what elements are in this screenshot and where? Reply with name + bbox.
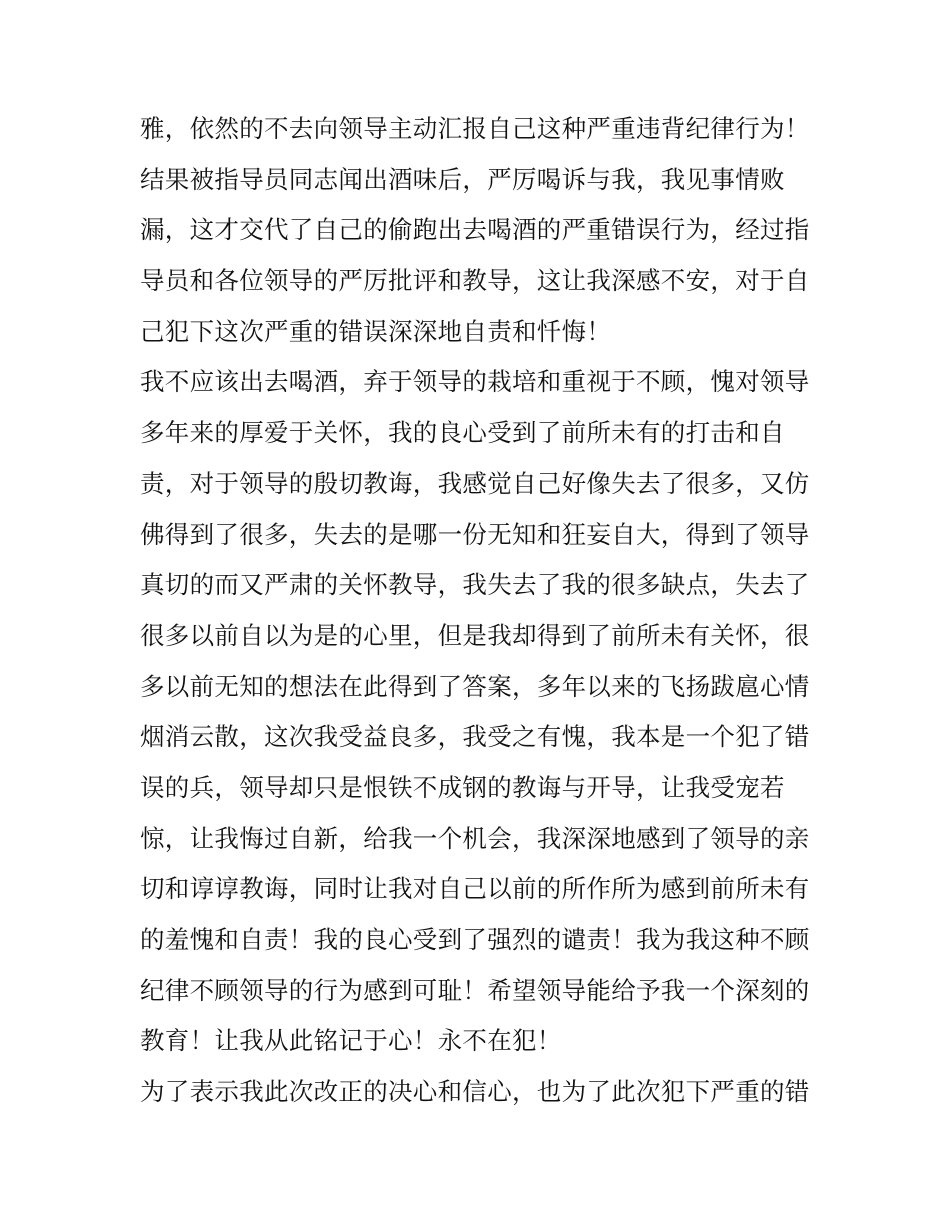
text-line: 己犯下这次严重的错误深深地自责和忏悔！: [140, 316, 612, 346]
text-line: 雅，依然的不去向领导主动汇报自己这种严重违背纪律行为！: [140, 114, 810, 143]
text-line: 惊，让我悔过自新，给我一个机会，我深深地感到了领导的亲: [140, 823, 810, 853]
text-line: 切和谆谆教诲，同时让我对自己以前的所作所为感到前所未有: [140, 874, 810, 904]
text-line: 结果被指导员同志闻出酒味后，严厉喝诉与我，我见事情败: [140, 164, 785, 194]
text-line: 误的兵，领导却只是恨铁不成钢的教诲与开导，让我受宠若: [140, 772, 785, 802]
text-line: 多以前无知的想法在此得到了答案，多年以来的飞扬跋扈心情: [140, 671, 810, 701]
text-line: 为了表示我此次改正的决心和信心，也为了此次犯下严重的错: [140, 1077, 810, 1107]
text-line: 漏，这才交代了自己的偷跑出去喝酒的严重错误行为，经过指: [140, 215, 810, 245]
text-line: 教育！让我从此铭记于心！永不在犯！: [140, 1026, 562, 1056]
text-line: 责，对于领导的殷切教诲，我感觉自己好像失去了很多，又仿: [140, 468, 810, 498]
text-line: 烟消云散，这次我受益良多，我受之有愧，我本是一个犯了错: [140, 722, 810, 752]
text-line: 我不应该出去喝酒，弃于领导的栽培和重视于不顾，愧对领导: [140, 367, 810, 397]
text-line: 多年来的厚爱于关怀，我的良心受到了前所未有的打击和自: [140, 418, 785, 448]
text-line: 的羞愧和自责！我的良心受到了强烈的谴责！我为我这种不顾: [140, 925, 810, 954]
text-line: 佛得到了很多，失去的是哪一份无知和狂妄自大，得到了领导: [140, 519, 810, 549]
text-line: 真切的而又严肃的关怀教导，我失去了我的很多缺点，失去了: [140, 570, 810, 600]
text-line: 导员和各位领导的严厉批评和教导，这让我深感不安，对于自: [140, 266, 810, 296]
body-text: [140, 104, 820, 1118]
text-line: 纪律不顾领导的行为感到可耻！希望领导能给予我一个深刻的: [140, 975, 810, 1005]
text-line: 很多以前自以为是的心里，但是我却得到了前所未有关怀，很: [140, 620, 810, 650]
